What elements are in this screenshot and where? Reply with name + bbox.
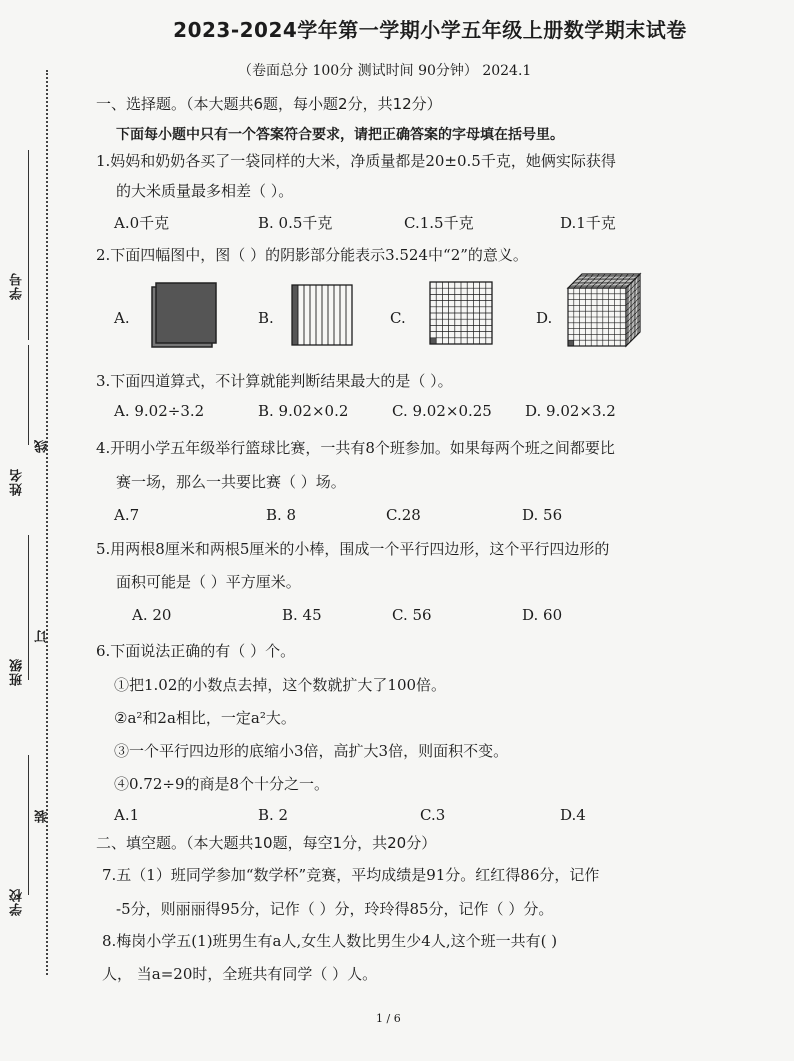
figure-b-tenths-strips — [290, 283, 356, 347]
q3-option-d: D. 9.02×3.2 — [525, 402, 616, 420]
q3-option-b: B. 9.02×0.2 — [258, 402, 349, 420]
q4-option-b: B. 8 — [266, 506, 297, 524]
q1-option-d: D.1千克 — [560, 214, 616, 232]
q5-option-d: D. 60 — [522, 606, 563, 624]
q6-option-d: D.4 — [560, 806, 586, 824]
q3-option-a: A. 9.02÷3.2 — [114, 402, 205, 420]
section1-instruction: 下面每小题中只有一个答案符合要求，请把正确答案的字母填在括号里。 — [116, 127, 564, 143]
margin-label-class: 班级 — [10, 658, 25, 686]
q1-option-c: C.1.5千克 — [404, 214, 474, 232]
margin-cut-mark: 装 — [35, 810, 50, 823]
exam-subtitle: （卷面总分 100分 测试时间 90分钟） 2024.1 — [238, 63, 532, 79]
q5-option-a: A. 20 — [132, 606, 172, 624]
figure-d-thousandths-cube — [566, 272, 644, 352]
q4-option-c: C.28 — [386, 506, 421, 524]
q3-line1: 3.下面四道算式，不计算就能判断结果最大的是（ ）。 — [96, 372, 453, 390]
q7-line1: 7.五（1）班同学参加“数学杯”竞赛，平均成绩是91分。红红得86分，记作 — [102, 866, 600, 884]
q2-line1: 2.下面四幅图中，图（ ）的阴影部分能表示3.524中“2”的意义。 — [96, 246, 528, 264]
q4-option-a: A.7 — [114, 506, 140, 524]
q6-statement-4: ④0.72÷9的商是8个十分之一。 — [114, 775, 330, 793]
q6-statement-2: ②a²和2a相比，一定a²大。 — [114, 709, 296, 727]
q5-line1: 5.用两根8厘米和两根5厘米的小棒，围成一个平行四边形，这个平行四边形的 — [96, 540, 610, 558]
q4-line2: 赛一场，那么一共要比赛（ ）场。 — [116, 473, 346, 491]
section2-heading: 二、填空题。（本大题共10题，每空1分，共20分） — [96, 834, 437, 852]
q4-line1: 4.开明小学五年级举行篮球比赛，一共有8个班参加。如果每两个班之间都要比 — [96, 439, 615, 457]
q3-option-c: C. 9.02×0.25 — [392, 402, 492, 420]
binding-margin — [0, 0, 90, 1061]
q7-line2: -5分，则丽丽得95分，记作（ ）分，玲玲得85分，记作（ ）分。 — [116, 900, 554, 918]
margin-label-student-id: 学号 — [10, 272, 25, 300]
page-number: 1 / 6 — [376, 1012, 401, 1025]
q6-statement-1: ①把1.02的小数点去掉，这个数就扩大了100倍。 — [114, 676, 447, 694]
q5-option-b: B. 45 — [282, 606, 322, 624]
margin-line — [28, 345, 29, 445]
q5-line2: 面积可能是（ ）平方厘米。 — [116, 573, 301, 591]
margin-label-name: 姓名 — [10, 468, 25, 496]
q1-option-b: B. 0.5千克 — [258, 214, 333, 232]
q6-option-c: C.3 — [420, 806, 446, 824]
q8-line2: 人， 当a=20时，全班共有同学（ ）人。 — [102, 965, 378, 983]
q6-line1: 6.下面说法正确的有（ ）个。 — [96, 642, 296, 660]
q2-option-a: A. — [114, 309, 130, 327]
section1-heading: 一、选择题。（本大题共6题，每小题2分，共12分） — [96, 95, 442, 113]
q2-option-d: D. — [536, 309, 553, 327]
q1-option-a: A.0千克 — [114, 214, 170, 232]
margin-label-school: 学校 — [10, 888, 25, 916]
margin-line — [28, 755, 29, 895]
figure-c-hundredths-grid — [428, 280, 496, 348]
q5-option-c: C. 56 — [392, 606, 432, 624]
figure-a-shaded-square — [150, 281, 218, 349]
margin-line — [28, 150, 29, 340]
q1-line2: 的大米质量最多相差（ ）。 — [116, 182, 294, 200]
q6-option-b: B. 2 — [258, 806, 289, 824]
q6-statement-3: ③一个平行四边形的底缩小3倍，高扩大3倍，则面积不变。 — [114, 742, 509, 760]
q1-line1: 1.妈妈和奶奶各买了一袋同样的大米，净质量都是20±0.5千克，她俩实际获得 — [96, 152, 616, 170]
q4-option-d: D. 56 — [522, 506, 563, 524]
margin-cut-mark: 订 — [35, 630, 50, 643]
q8-line1: 8.梅岗小学五(1)班男生有a人,女生人数比男生少4人,这个班一共有( ) — [102, 932, 558, 950]
exam-title: 2023-2024学年第一学期小学五年级上册数学期末试卷 — [173, 18, 687, 42]
binding-dotted-line — [46, 70, 48, 975]
q2-option-b: B. — [258, 309, 274, 327]
q2-option-c: C. — [390, 309, 406, 327]
margin-cut-mark: 线 — [35, 440, 50, 453]
q6-option-a: A.1 — [114, 806, 140, 824]
